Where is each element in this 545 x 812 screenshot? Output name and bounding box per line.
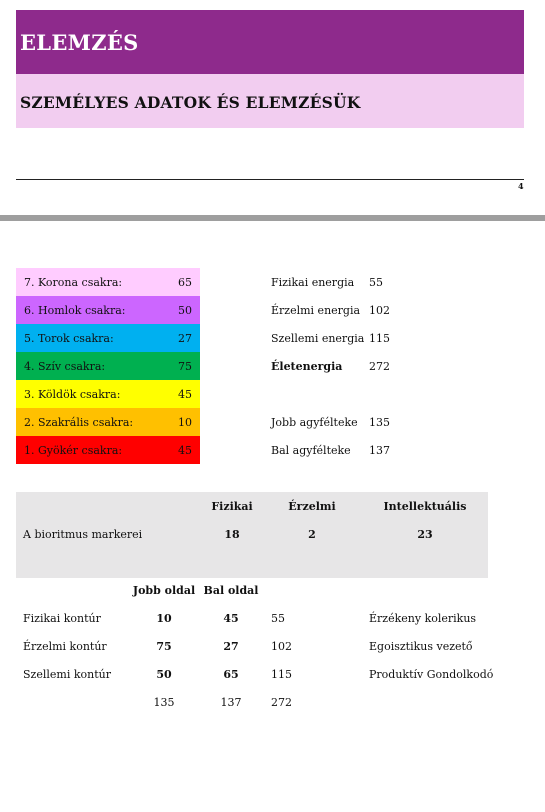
chakra-value: 10 <box>178 416 192 429</box>
contour-label-spiritual: Szellemi kontúr <box>23 668 111 681</box>
biorhythm-header-emotional: Érzelmi <box>288 500 336 513</box>
chakra-label: 2. Szakrális csakra: <box>24 416 134 429</box>
title-banner <box>16 10 524 74</box>
contour-sum-physical: 55 <box>271 612 285 625</box>
chakra-label: 6. Homlok csakra: <box>24 304 126 317</box>
contour-total-sum: 272 <box>271 696 292 709</box>
contour-total-left: 137 <box>220 696 242 709</box>
contour-header-right: Jobb oldal <box>132 584 196 597</box>
contour-type-physical: Érzékeny kolerikus <box>369 612 477 625</box>
contour-type-spiritual: Produktív Gondolkodó <box>369 668 494 681</box>
contour-sum-emotional: 102 <box>271 640 292 653</box>
chakra-value: 45 <box>178 444 192 457</box>
chakra-label: 7. Korona csakra: <box>24 276 123 289</box>
chakra-row-7 <box>16 268 200 296</box>
header-rule <box>16 179 524 180</box>
contour-left-spiritual: 65 <box>223 668 239 681</box>
hemisphere-label-left: Bal agyféltekе <box>271 444 351 457</box>
contour-right-physical: 10 <box>156 612 172 625</box>
energy-value-physical: 55 <box>369 276 383 289</box>
contour-label-physical: Fizikai kontúr <box>23 612 101 625</box>
hemisphere-value-right: 135 <box>369 416 390 429</box>
energy-label-spiritual: Szellemi energia <box>271 332 365 345</box>
contour-sum-spiritual: 115 <box>271 668 292 681</box>
biorhythm-row-label: A bioritmus markerei <box>23 528 143 541</box>
contour-type-emotional: Egoisztikus vezető <box>369 640 473 653</box>
page-number: 4 <box>518 181 524 191</box>
chakra-value: 75 <box>178 360 192 373</box>
chakra-row-6 <box>16 296 200 324</box>
energy-label-life: Életenergia <box>271 360 343 373</box>
energy-label-emotional: Érzelmi energia <box>271 304 361 317</box>
chakra-label: 4. Szív csakra: <box>24 360 106 373</box>
chakra-label: 1. Gyökér csakra: <box>24 444 123 457</box>
chakra-value: 50 <box>178 304 192 317</box>
chakra-value: 45 <box>178 388 192 401</box>
biorhythm-value-physical: 18 <box>224 528 240 541</box>
chakra-row-1 <box>16 436 200 464</box>
page-title: ELEMZÉS <box>20 30 139 55</box>
contour-left-emotional: 27 <box>223 640 239 653</box>
chakra-label: 3. Köldök csakra: <box>24 388 121 401</box>
biorhythm-value-emotional: 2 <box>308 528 316 541</box>
chakra-row-3 <box>16 380 200 408</box>
page-separator <box>0 215 545 221</box>
contour-label-emotional: Érzelmi kontúr <box>23 640 107 653</box>
hemisphere-label-right: Jobb agyféltekе <box>271 416 358 429</box>
energy-value-life: 272 <box>369 360 390 373</box>
chakra-row-4 <box>16 352 200 380</box>
biorhythm-value-intellectual: 23 <box>417 528 433 541</box>
chakra-value: 27 <box>178 332 192 345</box>
contour-total-right: 135 <box>153 696 175 709</box>
page-subtitle: SZEMÉLYES ADATOK ÉS ELEMZÉSÜK <box>20 93 361 112</box>
chakra-row-5 <box>16 324 200 352</box>
contour-left-physical: 45 <box>223 612 239 625</box>
energy-value-spiritual: 115 <box>369 332 390 345</box>
biorhythm-header-physical: Fizikai <box>211 500 253 513</box>
contour-right-emotional: 75 <box>156 640 172 653</box>
chakra-label: 5. Torok csakra: <box>24 332 114 345</box>
biorhythm-header-intellectual: Intellektuális <box>383 500 467 513</box>
chakra-value: 65 <box>178 276 192 289</box>
hemisphere-value-left: 137 <box>369 444 390 457</box>
chakra-row-2 <box>16 408 200 436</box>
energy-label-physical: Fizikai energia <box>271 276 355 289</box>
contour-header-left: Bal oldal <box>203 584 259 597</box>
energy-value-emotional: 102 <box>369 304 390 317</box>
contour-right-spiritual: 50 <box>156 668 172 681</box>
subtitle-banner <box>16 74 524 128</box>
